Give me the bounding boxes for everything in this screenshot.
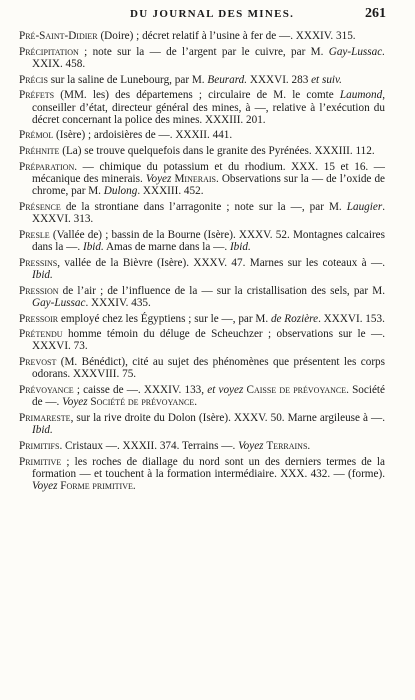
entry-italic-text: Ibid.	[32, 424, 53, 437]
entry-text: , vallée de la Bièvre (Isère). XXXV. 47. Marnes sur les coteaux à —.	[57, 256, 385, 269]
index-entry	[0, 161, 415, 198]
entry-italic-text: Laugier	[346, 200, 383, 213]
entry-headword: Précipitation	[19, 45, 79, 58]
index-entry	[0, 201, 415, 225]
entry-italic-text: et voyez	[207, 384, 244, 397]
entry-text: XXIX. 458.	[32, 57, 86, 70]
entry-text: (La) se trouve quelquefois dans le granite des Pyrénées. XXXIII. 112.	[59, 145, 375, 158]
entry-headword: Pression	[19, 284, 59, 297]
index-entry	[0, 285, 415, 309]
index-entry	[0, 257, 415, 281]
entry-text: ; caisse de —. XXXIV. 133,	[73, 384, 208, 397]
entry-text: (MM. les) des départemens ; circulaire de M. le comte	[54, 89, 340, 102]
entry-text: employé chez les Égyptiens ; sur le —, par M.	[58, 312, 271, 325]
entry-text: . — chimique du potassium et du rhodium. XXX. 15 et 16. — mécanique des minerais.	[32, 160, 385, 186]
entry-italic-text: Voyez	[32, 480, 58, 492]
entry-italic-text: Ibid.	[229, 241, 251, 254]
entry-text: (Isère) ; ardoisières de —. XXXII. 441.	[53, 129, 233, 142]
entry-cross-reference: Forme primitive	[60, 480, 133, 492]
entry-headword: Préparation	[19, 160, 75, 173]
entry-headword: Prétendu	[19, 328, 63, 341]
entry-cross-reference: Minerais	[174, 173, 216, 186]
entry-headword: Prevost	[19, 356, 57, 369]
entry-italic-text: Laumond	[339, 89, 383, 102]
index-entry	[0, 145, 415, 157]
index-entry	[0, 456, 415, 493]
entry-italic-text: et suiv.	[311, 73, 342, 86]
entry-headword: Primitifs	[19, 439, 60, 452]
entry-italic-text: de Rozière	[270, 312, 319, 325]
entry-text: . XXXIV. 435.	[85, 296, 151, 309]
index-entry	[0, 384, 415, 408]
entry-text: .	[307, 439, 311, 452]
entry-text: . XXXIII. 452.	[137, 185, 204, 198]
entry-headword: Pré-Saint-Didier	[19, 30, 98, 42]
entry-italic-text: Gay-Lussac	[32, 296, 86, 309]
index-entry	[0, 46, 415, 70]
index-entry	[0, 30, 415, 42]
index-entry	[0, 440, 415, 452]
entry-headword: Pressoir	[19, 312, 59, 325]
entry-cross-reference: Société de prévoyance	[90, 396, 195, 409]
entry-text: homme témoin du déluge de Scheuchzer ; observations sur le —. XXXVI. 73.	[32, 328, 385, 353]
entry-italic-text: Ibid.	[82, 241, 104, 254]
index-entries	[0, 30, 415, 496]
entry-headword: Prévoyance	[19, 384, 74, 397]
entry-text: ; note sur la — de l’argent par le cuivre, par M.	[78, 45, 329, 58]
entry-italic-text: Beurard.	[207, 73, 248, 86]
entry-italic-text: Ibid.	[32, 268, 53, 281]
page-number: 261	[365, 6, 386, 21]
entry-text: de l’air ; de l’influence de la — sur la cristallisation des sels, par M.	[58, 284, 385, 297]
entry-text: XXXVI. 283	[247, 73, 312, 86]
entry-text: . XXXVI. 313.	[32, 200, 385, 226]
entry-italic-text: Gay-Lussac.	[328, 45, 385, 58]
entry-headword: Précis	[19, 73, 48, 86]
entry-headword: Présence	[19, 200, 61, 213]
entry-headword: Prémol	[19, 129, 54, 142]
index-entry	[0, 74, 415, 86]
entry-text: , sur la rive droite du Dolon (Isère). XXXV. 50. Marne argileuse à —.	[70, 411, 385, 424]
entry-text: de la strontiane dans l’arragonite ; note sur la —, par M.	[60, 200, 347, 213]
entry-italic-text: Dulong	[103, 185, 138, 198]
entry-text: Amas de marne dans la —.	[103, 241, 230, 254]
entry-text: (Vallée de) ; bassin de la Bourne (Isère). XXXV. 52. Montagnes calcaires dans la —.	[32, 228, 385, 254]
running-title: DU JOURNAL DES MINES.	[130, 8, 295, 20]
entry-italic-text: Voyez	[238, 439, 264, 452]
entry-text: .	[194, 396, 198, 409]
entry-text: (M. Bénédict), cité au sujet des phénomènes que présentent les corps odorans. XXXVIII. 75.	[32, 356, 385, 381]
entry-text: . XXXVI. 153.	[318, 312, 385, 325]
index-entry	[0, 328, 415, 352]
entry-headword: Presle	[19, 228, 50, 241]
entry-cross-reference: Caisse de prévoyance	[246, 384, 347, 397]
entry-text: , conseiller d’état, directeur général des mines, à —, relative à l’exécution du décret concernant la police des mines. XXXIII. 201.	[32, 89, 385, 126]
entry-headword: Pressins	[19, 256, 58, 269]
entry-text: . Société de —.	[32, 384, 386, 409]
entry-text: ; les roches de diallage du nord sont un des derniers termes de la formation — et touchent à la formation intermédiaire. XXX. 432. — (forme).	[32, 455, 385, 480]
index-entry	[0, 229, 415, 253]
entry-text: (Doire) ; décret relatif à l’usine à fer de —. XXXIV. 315.	[97, 30, 356, 42]
index-entry	[0, 356, 415, 380]
entry-headword: Préfets	[19, 89, 55, 102]
index-entry	[0, 313, 415, 325]
page-header	[0, 6, 415, 26]
entry-headword: Préhnite	[19, 145, 60, 158]
entry-italic-text: Voyez	[62, 396, 88, 409]
entry-italic-text: Voyez	[145, 173, 172, 186]
index-entry	[0, 412, 415, 436]
entry-headword: Primareste	[19, 411, 71, 424]
index-entry	[0, 129, 415, 141]
entry-text: sur la saline de Lunebourg, par M.	[47, 73, 208, 86]
entry-cross-reference: Terrains	[266, 439, 308, 452]
entry-text: . Cristaux —. XXXII. 374. Terrains —.	[59, 439, 239, 452]
entry-text: . Observations sur la — de l’oxide de chrome, par M.	[32, 173, 386, 198]
index-entry	[0, 89, 415, 126]
entry-text: .	[132, 480, 136, 492]
entry-headword: Primitive	[19, 455, 62, 468]
